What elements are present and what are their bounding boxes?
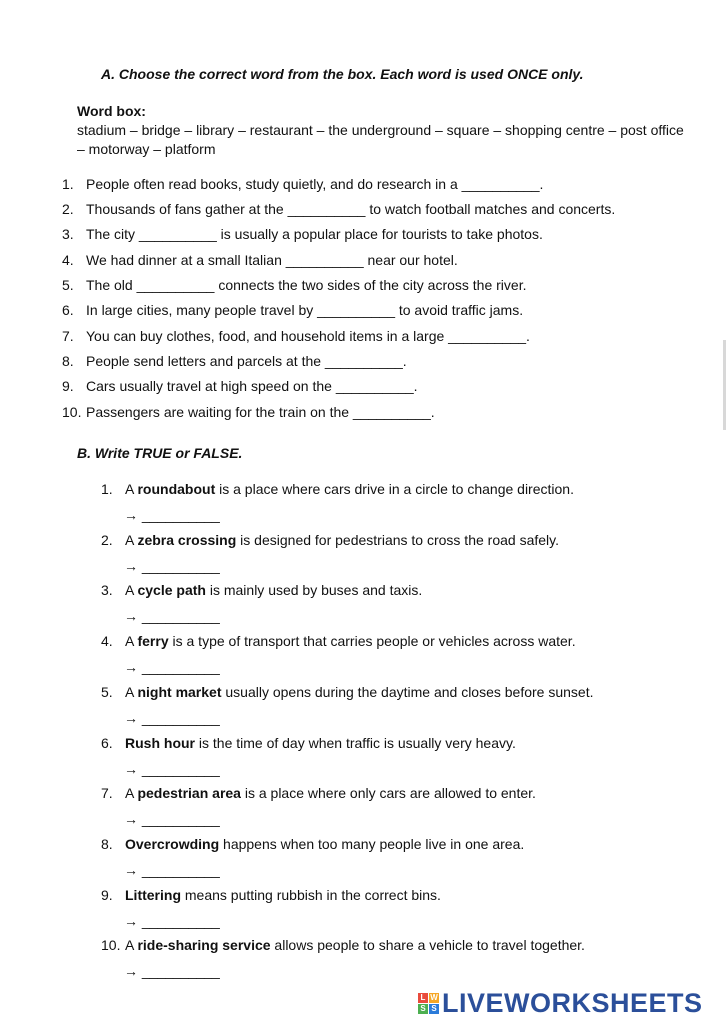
answer-blank[interactable]: → __________ [124,811,220,827]
statement-text: happens when too many people live in one area. [219,836,525,852]
question-b-item [101,836,524,852]
question-number: 5. [62,277,74,293]
question-text: We had dinner at a small Italian __________ near our hotel. [86,252,458,268]
question-b-item [101,481,574,497]
statement-prefix: A [125,532,138,548]
answer-blank[interactable]: → __________ [124,558,220,574]
key-term: cycle path [137,582,206,598]
key-term: ferry [137,633,169,649]
question-number: 4. [101,633,113,649]
question-number: 9. [101,887,113,903]
statement-text: is a place where only cars are allowed to enter. [240,785,536,801]
statement-text: allows people to share a vehicle to travel together. [270,937,585,953]
answer-blank[interactable]: → __________ [124,862,220,878]
question-text: Passengers are waiting for the train on the __________. [86,404,435,420]
answer-blank[interactable]: → __________ [124,608,220,624]
question-number: 7. [62,328,74,344]
question-number: 2. [62,201,74,217]
section-b-title: B. Write TRUE or FALSE. [77,445,243,461]
logo-mark-letter: W [430,992,438,1002]
question-b-item [101,532,559,548]
key-term: Overcrowding [125,836,220,852]
question-number: 4. [62,252,74,268]
statement-text: is mainly used by buses and taxis. [205,582,423,598]
question-a-item [62,176,543,192]
question-a-item [62,404,435,420]
question-a-item [62,252,458,268]
key-term: Littering [125,887,181,903]
question-b-item [101,633,576,649]
question-number: 1. [62,176,74,192]
question-b-item [101,785,536,801]
question-number: 6. [101,735,113,751]
question-text: People send letters and parcels at the __________. [86,353,407,369]
statement-text: means putting rubbish in the correct bins. [181,887,441,903]
question-number: 3. [62,226,74,242]
key-term: Rush hour [125,735,195,751]
question-number: 1. [101,481,113,497]
statement-text: is a place where cars drive in a circle to change direction. [215,481,574,497]
question-number: 7. [101,785,113,801]
logo-mark-letter: S [418,1004,428,1014]
question-text: In large cities, many people travel by __________ to avoid traffic jams. [86,302,524,318]
logo-mark-letter: L [418,993,428,1003]
question-b-item [101,582,422,598]
statement-prefix: A [125,684,138,700]
answer-blank[interactable]: → __________ [124,913,220,929]
question-number: 2. [101,532,113,548]
question-number: 3. [101,582,113,598]
section-a-title: A. Choose the correct word from the box. Each word is used ONCE only. [101,66,584,82]
logo-mark-letter: S [429,1004,439,1014]
word-box-words: stadium – bridge – library – restaurant – the underground – square – shopping centre – post office – motorway – platform [77,122,684,157]
question-text: The city __________ is usually a popular place for tourists to take photos. [86,226,543,242]
question-number: 8. [101,836,113,852]
question-a-item [62,302,523,318]
question-b-item [101,735,516,751]
statement-text: usually opens during the daytime and closes before sunset. [221,684,594,700]
answer-blank[interactable]: → __________ [124,963,220,979]
word-box [77,102,687,159]
question-b-item [101,937,585,953]
question-a-item [62,201,615,217]
question-number: 6. [62,302,74,318]
statement-prefix: A [125,633,138,649]
question-a-item [62,277,526,293]
answer-blank[interactable]: → __________ [124,761,220,777]
answer-blank[interactable]: → __________ [124,507,220,523]
question-a-item [62,226,543,242]
statement-text: is designed for pedestrians to cross the road safely. [236,532,559,548]
statement-text: is a type of transport that carries people or vehicles across water. [168,633,576,649]
key-term: pedestrian area [137,785,241,801]
key-term: roundabout [137,481,216,497]
logo-mark-icon [418,993,439,1014]
word-box-label: Word box: [77,103,146,119]
question-text: People often read books, study quietly, and do research in a __________. [86,176,544,192]
question-a-item [62,353,407,369]
statement-prefix: A [125,481,138,497]
logo-text: LIVEWORKSHEETS [442,987,703,1018]
question-number: 8. [62,353,74,369]
question-number: 10. [62,404,82,420]
key-term: night market [137,684,222,700]
answer-blank[interactable]: → __________ [124,659,220,675]
question-number: 9. [62,378,74,394]
key-term: zebra crossing [137,532,237,548]
question-a-item [62,328,530,344]
statement-text: is the time of day when traffic is usually very heavy. [195,735,516,751]
key-term: ride-sharing service [137,937,271,953]
liveworksheets-logo [418,988,718,1018]
question-text: Thousands of fans gather at the __________ to watch football matches and concerts. [86,201,616,217]
statement-prefix: A [125,582,138,598]
answer-blank[interactable]: → __________ [124,710,220,726]
question-text: Cars usually travel at high speed on the __________. [86,378,418,394]
question-number: 5. [101,684,113,700]
statement-prefix: A [125,785,138,801]
question-text: You can buy clothes, food, and household items in a large __________. [86,328,530,344]
question-text: The old __________ connects the two sides of the city across the river. [86,277,527,293]
question-b-item [101,684,594,700]
statement-prefix: A [125,937,138,953]
question-b-item [101,887,441,903]
question-a-item [62,378,418,394]
question-number: 10. [101,937,121,953]
